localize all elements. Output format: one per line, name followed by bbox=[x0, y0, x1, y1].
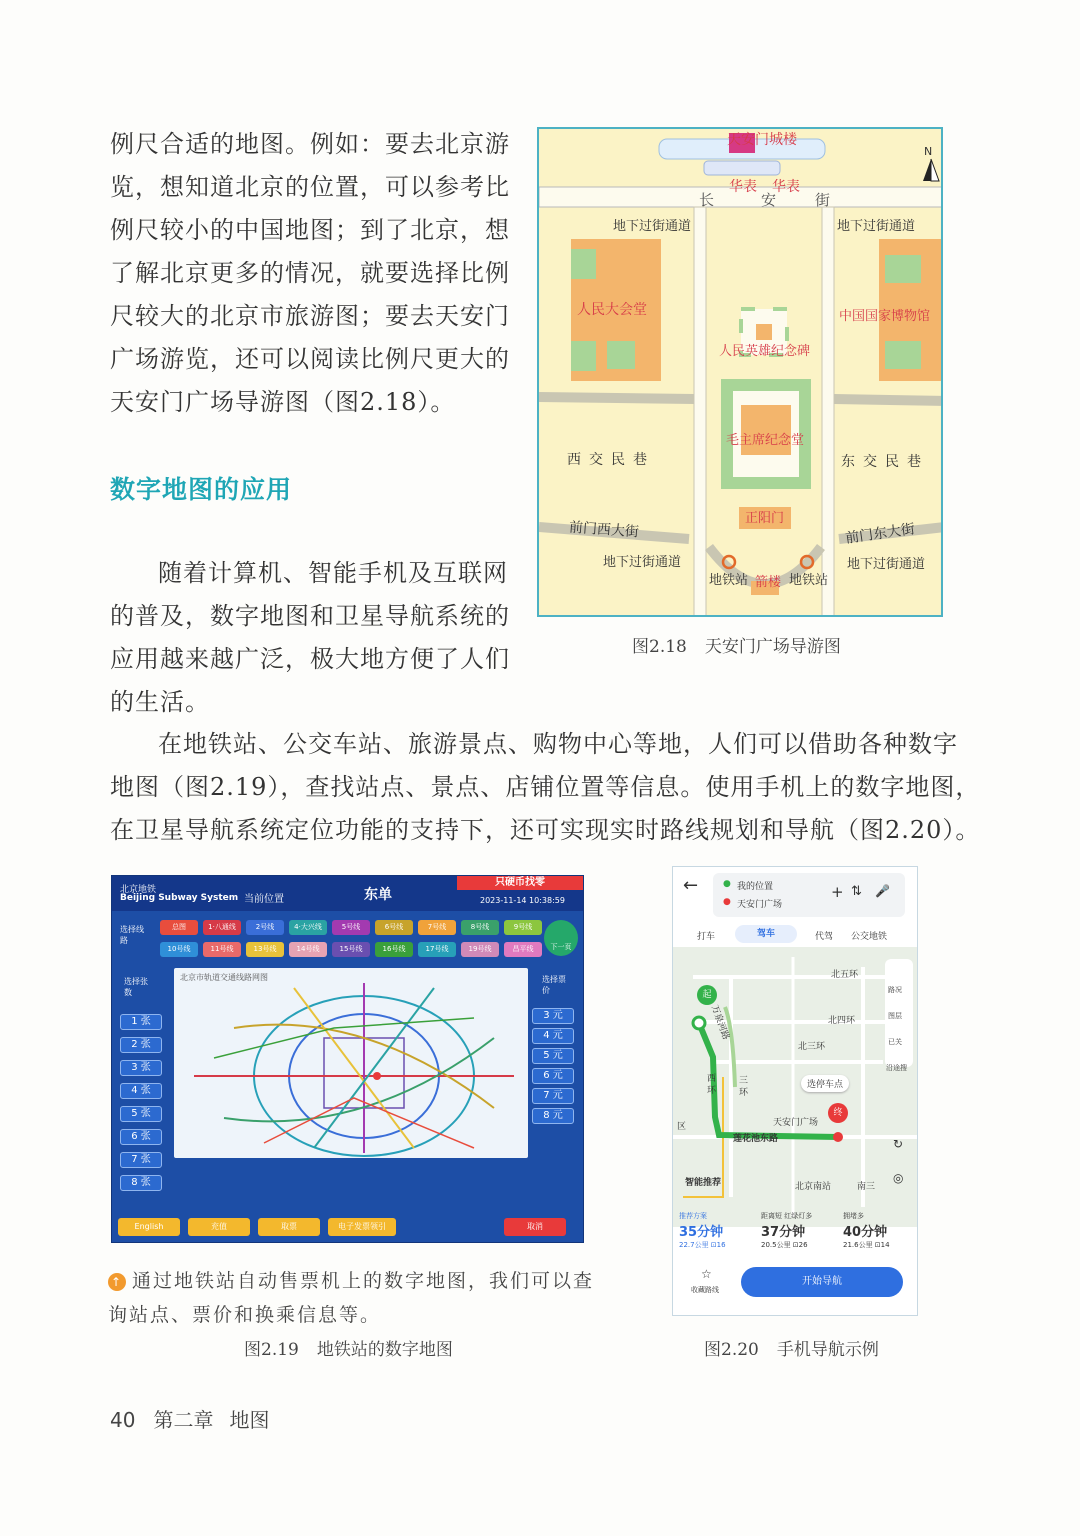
map-label: 区 bbox=[677, 1122, 687, 1132]
metro-station-label: 地铁站 bbox=[709, 573, 749, 588]
mode-tab-drive[interactable]: 驾车 bbox=[735, 925, 797, 943]
subway-logo-en: Beijing Subway System bbox=[120, 893, 239, 903]
figure-title: 手机导航示例 bbox=[776, 1340, 879, 1360]
text-line: 例尺较小的中国地图；到了北京，想 bbox=[110, 216, 510, 244]
phone-navigation-screen bbox=[672, 866, 918, 1316]
select-count-label: 选择张数 bbox=[124, 977, 148, 997]
monument-label: 人民英雄纪念碑 bbox=[719, 344, 811, 359]
count-button[interactable]: 3 张 bbox=[120, 1060, 162, 1076]
network-map-title: 北京市轨道交通线路网图 bbox=[180, 973, 268, 982]
text-line: 例尺合适的地图。例如：要去北京游 bbox=[110, 130, 510, 158]
map-graphics bbox=[539, 129, 943, 617]
toggle-icon[interactable]: 已关 bbox=[888, 1038, 902, 1046]
text-line: 的生活。 bbox=[110, 688, 210, 716]
museum-label: 中国国家博物馆 bbox=[839, 309, 931, 324]
figure-number: 图2.18 bbox=[632, 637, 687, 657]
fare-button[interactable]: 5 元 bbox=[532, 1048, 574, 1064]
locate-icon[interactable]: ◎ bbox=[893, 1171, 904, 1185]
e-invoice-button[interactable]: 电子发票领引 bbox=[328, 1218, 396, 1236]
route-time: 37分钟 bbox=[761, 1225, 806, 1240]
text-line: 的普及，数字地图和卫星导航系统的 bbox=[110, 602, 510, 630]
map-label: 南三 bbox=[857, 1182, 876, 1192]
recharge-button[interactable]: 充值 bbox=[188, 1218, 250, 1236]
line-button[interactable]: 16号线 bbox=[375, 942, 413, 957]
coins-only-notice: 只硬币找零 bbox=[457, 876, 583, 890]
start-marker: 起 bbox=[697, 985, 717, 1005]
map-label: 北五环 bbox=[831, 970, 859, 980]
route-option[interactable] bbox=[843, 1211, 913, 1250]
line-button[interactable]: 2号线 bbox=[246, 920, 284, 935]
count-button[interactable]: 5 张 bbox=[120, 1106, 162, 1122]
street-label: 街 bbox=[815, 191, 841, 209]
origin-dot-icon: ● bbox=[723, 879, 731, 889]
street-label: 前门东大街 bbox=[844, 521, 916, 547]
text-line: 尺较大的北京市旅游图；要去天安门 bbox=[110, 302, 510, 330]
end-marker: 终 bbox=[828, 1103, 848, 1123]
map-label: 天安门广场 bbox=[773, 1118, 819, 1128]
mausoleum-label: 毛主席纪念堂 bbox=[726, 433, 805, 448]
route-time: 40分钟 bbox=[843, 1225, 888, 1240]
rail-lines bbox=[174, 968, 528, 1158]
origin-field[interactable]: 我的位置 bbox=[737, 882, 774, 892]
figure-title: 地铁站的数字地图 bbox=[316, 1340, 453, 1360]
north-indicator: N bbox=[924, 145, 933, 158]
map-label: 万泉河路 bbox=[708, 1004, 731, 1042]
count-button[interactable]: 2 张 bbox=[120, 1037, 162, 1053]
underpass-label: 地下过街通道 bbox=[847, 557, 926, 572]
page-number: 40 bbox=[110, 1408, 136, 1432]
line-button[interactable]: 1·八通线 bbox=[203, 920, 241, 935]
route-tag: 拥堵多 bbox=[843, 1212, 864, 1220]
metro-station-label: 地铁站 bbox=[789, 573, 829, 588]
back-arrow-icon[interactable]: ← bbox=[683, 875, 699, 896]
huabiao-label: 华表 bbox=[729, 179, 757, 195]
line-button[interactable]: 7号线 bbox=[418, 920, 456, 935]
route-tag: 距离短 红绿灯多 bbox=[761, 1212, 813, 1220]
select-fare-label: 选择票价 bbox=[542, 975, 566, 995]
route-time: 35分钟 bbox=[679, 1225, 724, 1240]
underpass-label: 地下过街通道 bbox=[603, 555, 682, 570]
add-stop-icon[interactable]: + bbox=[831, 883, 844, 901]
cancel-button[interactable]: 取消 bbox=[504, 1218, 566, 1236]
underpass-label: 地下过街通道 bbox=[837, 219, 916, 234]
refresh-icon[interactable]: ↻ bbox=[893, 1137, 904, 1151]
line-button[interactable]: 15号线 bbox=[332, 942, 370, 957]
microphone-icon[interactable]: 🎤 bbox=[875, 884, 890, 898]
tip-icon: ↑ bbox=[108, 1273, 126, 1291]
tiananmen-label: 天安门城楼 bbox=[727, 132, 797, 148]
zhengyangmen-label: 正阳门 bbox=[745, 511, 785, 526]
subway-ticket-machine bbox=[111, 875, 584, 1243]
route-tag: 推荐方案 bbox=[679, 1212, 707, 1220]
chapter-title: 地图 bbox=[229, 1408, 270, 1432]
fare-button[interactable]: 7 元 bbox=[532, 1088, 574, 1104]
text-line: 应用越来越广泛，极大地方便了人们 bbox=[110, 645, 510, 673]
destination-dot-icon: ● bbox=[723, 897, 731, 907]
map-label: 北三环 bbox=[798, 1042, 826, 1052]
note-text: 通过地铁站自动售票机上的数字地图，我们可以查询站点、票价和换乘信息等。 bbox=[108, 1270, 595, 1326]
line-button[interactable]: 17号线 bbox=[418, 942, 456, 957]
count-button[interactable]: 1 张 bbox=[120, 1014, 162, 1030]
collect-route-label[interactable]: 收藏路线 bbox=[691, 1286, 719, 1294]
figure-caption bbox=[704, 1335, 879, 1360]
line-button[interactable]: 4·大兴线 bbox=[289, 920, 327, 935]
text-line: 在卫星导航系统定位功能的支持下，还可实现实时路线规划和导航（图2.20）。 bbox=[110, 816, 981, 844]
map-label: 三 bbox=[739, 1076, 749, 1086]
map-label: 莲花池东路 bbox=[733, 1134, 779, 1144]
tiananmen-guide-map bbox=[537, 127, 943, 617]
line-button[interactable]: 5号线 bbox=[332, 920, 370, 935]
current-location-label: 当前位置 bbox=[244, 894, 284, 905]
chapter-number: 第二章 bbox=[153, 1408, 214, 1432]
figure-caption bbox=[632, 632, 841, 657]
text-line: 广场游览，还可以阅读比例尺更大的 bbox=[110, 345, 510, 373]
pick-ticket-button[interactable]: 取票 bbox=[258, 1218, 320, 1236]
rail-network-map[interactable] bbox=[174, 968, 528, 1158]
map-label: 北四环 bbox=[828, 1016, 856, 1026]
line-button[interactable]: 14号线 bbox=[289, 942, 327, 957]
mode-tab-taxi[interactable]: 打车 bbox=[697, 932, 716, 942]
destination-field[interactable]: 天安门广场 bbox=[737, 900, 783, 910]
count-button[interactable]: 8 张 bbox=[120, 1175, 162, 1191]
fare-button[interactable]: 8 元 bbox=[532, 1108, 574, 1124]
section-heading: 数字地图的应用 bbox=[110, 475, 293, 504]
fare-button[interactable]: 4 元 bbox=[532, 1028, 574, 1044]
map-label: 北京南站 bbox=[795, 1182, 832, 1192]
search-along-icon[interactable]: 沿途搜 bbox=[886, 1064, 907, 1072]
english-button[interactable]: English bbox=[118, 1218, 180, 1236]
huabiao-label: 华表 bbox=[772, 179, 800, 195]
count-button[interactable]: 6 张 bbox=[120, 1129, 162, 1145]
line-button[interactable]: 昌平线 bbox=[504, 942, 542, 957]
line-button[interactable]: 11号线 bbox=[203, 942, 241, 957]
line-button[interactable]: 19号线 bbox=[461, 942, 499, 957]
mode-tab-transit[interactable]: 公交地铁 bbox=[851, 932, 888, 942]
figure-note bbox=[108, 1264, 608, 1332]
fare-button[interactable]: 3 元 bbox=[532, 1008, 574, 1024]
next-page-button[interactable]: 下一页 bbox=[544, 920, 578, 956]
figure-number: 图2.20 bbox=[704, 1340, 759, 1360]
text-line: 随着计算机、智能手机及互联网 bbox=[158, 559, 508, 587]
great-hall-label: 人民大会堂 bbox=[577, 302, 647, 318]
smart-recommend-label: 智能推荐 bbox=[685, 1178, 722, 1188]
jianlou-label: 箭楼 bbox=[755, 575, 782, 590]
digital-map-paragraph bbox=[110, 552, 520, 724]
street-label: 前门西大街 bbox=[568, 519, 640, 541]
line-button[interactable]: 总图 bbox=[160, 920, 198, 935]
star-icon[interactable]: ☆ bbox=[701, 1267, 712, 1281]
text-line: 地图（图2.19），查找站点、景点、店铺位置等信息。使用手机上的数字地图， bbox=[110, 773, 981, 801]
fare-button[interactable]: 6 元 bbox=[532, 1068, 574, 1084]
text-line: 在地铁站、公交车站、旅游景点、购物中心等地，人们可以借助各种数字 bbox=[158, 730, 958, 758]
swap-icon[interactable]: ⇅ bbox=[851, 884, 862, 899]
layers-icon[interactable]: 图层 bbox=[888, 1012, 902, 1020]
select-line-label: 选择线路 bbox=[120, 925, 144, 945]
subway-logo: 北京地铁 bbox=[120, 885, 157, 895]
street-label: 长 bbox=[699, 191, 725, 209]
line-button[interactable]: 13号线 bbox=[246, 942, 284, 957]
line-button[interactable]: 9号线 bbox=[504, 920, 542, 935]
text-line: 览，想知道北京的位置，可以参考比 bbox=[110, 173, 510, 201]
street-label: 安 bbox=[761, 191, 787, 209]
map-label: 西 bbox=[707, 1074, 717, 1084]
street-label: 东交民巷 bbox=[841, 454, 929, 470]
figure-number: 图2.19 bbox=[244, 1340, 299, 1360]
usage-paragraph bbox=[110, 723, 981, 852]
text-line: 天安门广场导游图（图2.18）。 bbox=[110, 388, 456, 416]
route-detail: 22.7公里 ⊡16 bbox=[679, 1241, 726, 1249]
parking-picker[interactable]: 选停车点 bbox=[801, 1075, 849, 1092]
mode-tab-chauffeur[interactable]: 代驾 bbox=[815, 932, 834, 942]
text-line: 了解北京更多的情况，就要选择比例 bbox=[110, 259, 510, 287]
map-label: 环 bbox=[739, 1088, 749, 1098]
line-button[interactable]: 10号线 bbox=[160, 942, 198, 957]
intro-paragraph bbox=[110, 123, 520, 424]
route-detail: 21.6公里 ⊡14 bbox=[843, 1241, 890, 1249]
count-button[interactable]: 7 张 bbox=[120, 1152, 162, 1168]
street-label: 西交民巷 bbox=[567, 452, 655, 468]
line-button[interactable]: 8号线 bbox=[461, 920, 499, 935]
line-button[interactable]: 6号线 bbox=[375, 920, 413, 935]
route-detail: 20.5公里 ⊡26 bbox=[761, 1241, 808, 1249]
station-name: 东单 bbox=[364, 887, 392, 903]
underpass-label: 地下过街通道 bbox=[613, 219, 692, 234]
page-footer bbox=[110, 1404, 269, 1433]
figure-title: 天安门广场导游图 bbox=[704, 637, 841, 657]
datetime: 2023-11-14 10:38:59 bbox=[480, 896, 565, 905]
count-button[interactable]: 4 张 bbox=[120, 1083, 162, 1099]
start-navigation-button[interactable]: 开始导航 bbox=[741, 1267, 903, 1297]
traffic-icon[interactable]: 路况 bbox=[888, 986, 902, 994]
figure-caption bbox=[244, 1335, 453, 1360]
route-option[interactable] bbox=[679, 1211, 743, 1250]
route-option[interactable] bbox=[761, 1211, 835, 1250]
map-label: 环 bbox=[707, 1086, 717, 1096]
